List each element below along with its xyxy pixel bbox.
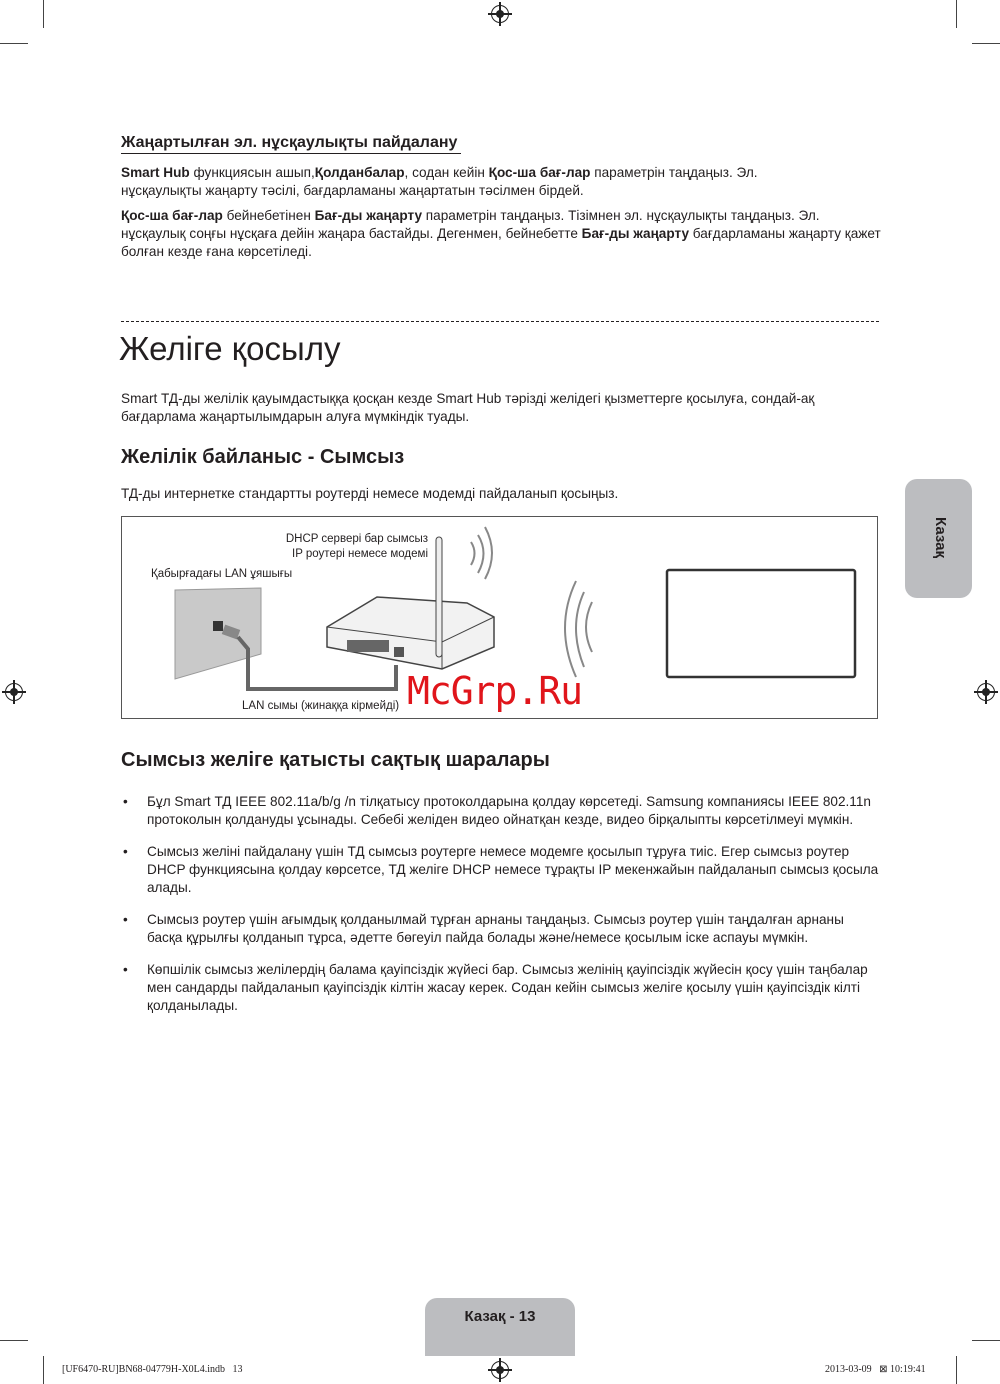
text: бағдарламаны жаңарту қажет болған кезде ғана көрсетіледі. [121,226,881,259]
registration-mark-icon [491,5,509,23]
crop-mark [0,43,28,44]
footer-timestamp: 2013-03-09 ⊠ 10:19:41 [825,1364,926,1375]
list-item: • Сымсыз роутер үшін ағымдық қолданылмай тұрған арнаны таңдаңыз. Сымсыз роутер үшін таңдалған арнаны басқа құрылғы қолданып тұрса, әдетте бөгеуіл пайда болады және/немесе қосылым іске аспауы мүмкін. [147,911,882,947]
safety-list [147,793,882,1029]
wifi-waves-icon [471,527,592,677]
registration-mark-icon [977,683,995,701]
registration-mark-icon [5,683,23,701]
side-tab-label: Казақ [932,517,949,558]
router-icon [327,597,494,669]
page-number-tab [425,1298,575,1356]
wireless-text: ТД-ды интернетке стандартты роутерді немесе модемді пайдаланып қосыңыз. [121,486,619,501]
router-label [285,532,428,562]
text: параметрін таңдаңыз. Тізімнен эл. нұсқаулықты таңдаңыз. Эл. нұсқаулық соңғы нұсқаға дейін жаңара бастайды. Дегенмен, бейнебетте [121,208,820,241]
bold-term: Қос-ша бағ-лар [121,208,223,223]
update-paragraph-2 [121,207,881,261]
bold-term: Бағ-ды жаңарту [581,226,690,241]
tv-icon [667,570,855,677]
crop-mark [972,43,1000,44]
bold-term: Бағ-ды жаңарту [314,208,423,223]
router-label-line: DHCP сервері бар сымсыз [285,533,428,545]
bold-term: Smart Hub [121,165,190,180]
safety-title: Сымсыз желіге қатысты сақтық шаралары [121,749,550,771]
section-divider [121,321,879,322]
text: , содан кейін [404,165,489,180]
watermark: McGrp.Ru [407,669,583,713]
page-number: Казақ - 13 [464,1308,536,1325]
intro-text: Smart ТД-ды желілік қауымдастыққа қосқан кезде Smart Hub тәрізді желідегі қызметтерге қосылуға, сондай-ақ бағдарлама жаңартылымдарын алуға мүмкіндік туады. [121,391,815,424]
list-item: • Бұл Smart ТД IEEE 802.11a/b/g /n тілқатысу протоколдарына қолдау көрсетеді. Samsung компаниясы IEEE 802.11n протоколын қолдануды ұсынады. Себебі желіден видео ойнатқан кезде, видео бірқалыпты көрсетілмеуі мүмкін. [147,793,882,829]
lan-socket-icon [213,621,223,631]
wall-socket-label: Қабырғадағы LAN ұяшығы [151,568,293,580]
router-label-line: IP роутері немесе модемі [292,548,428,560]
text: бейнебетінен [222,208,315,223]
crop-mark [956,0,957,28]
language-side-tab [905,479,972,598]
page-title: Желіге қосылу [119,330,341,367]
bold-term: Қос-ша бағ-лар [488,165,591,180]
text: параметрін таңдаңыз. Эл. нұсқаулықты жаңарту тәсілі, бағдарламаны жаңартатын тәсілмен бірдей. [121,165,758,198]
crop-mark [972,1340,1000,1341]
update-paragraph-1 [121,164,841,200]
text: функциясын ашып, [189,165,315,180]
list-item: • Көпшілік сымсыз желілердің балама қауіпсіздік жүйесі бар. Сымсыз желінің қауіпсіздік жүйесін қосу үшін таңбалар мен сандарды пайдаланып қауіпсіздік кілтін жасау керек. Содан кейін сымсыз желіге қосылу үшін қауіпсіздік кілті қолданылады. [147,961,882,1015]
antenna-icon [436,537,442,657]
cable-label: LAN сымы (жинаққа кірмейді) [242,700,400,712]
bold-term: Қолданбалар [314,165,405,180]
wireless-title: Желілік байланыс - Сымсыз [121,446,405,468]
crop-mark [956,1356,957,1384]
network-diagram [121,516,878,719]
crop-mark [0,1340,28,1341]
list-item: • Сымсыз желіні пайдалану үшін ТД сымсыз роутерге немесе модемге қосылып тұруға тиіс. Егер сымсыз роутер DHCP функциясына қолдау көрсетсе, ТД желіге DHCP немесе тұрақты IP мекенжайын пайдаланып сымсыз қосыла алады. [147,843,882,897]
update-section-title: Жаңартылған эл. нұсқаулықты пайдалану [121,134,461,154]
crop-mark [43,0,44,28]
footer-file: [UF6470-RU]BN68-04779H-X0L4.indb 13 [62,1364,243,1375]
crop-mark [43,1356,44,1384]
registration-mark-icon [491,1361,509,1379]
